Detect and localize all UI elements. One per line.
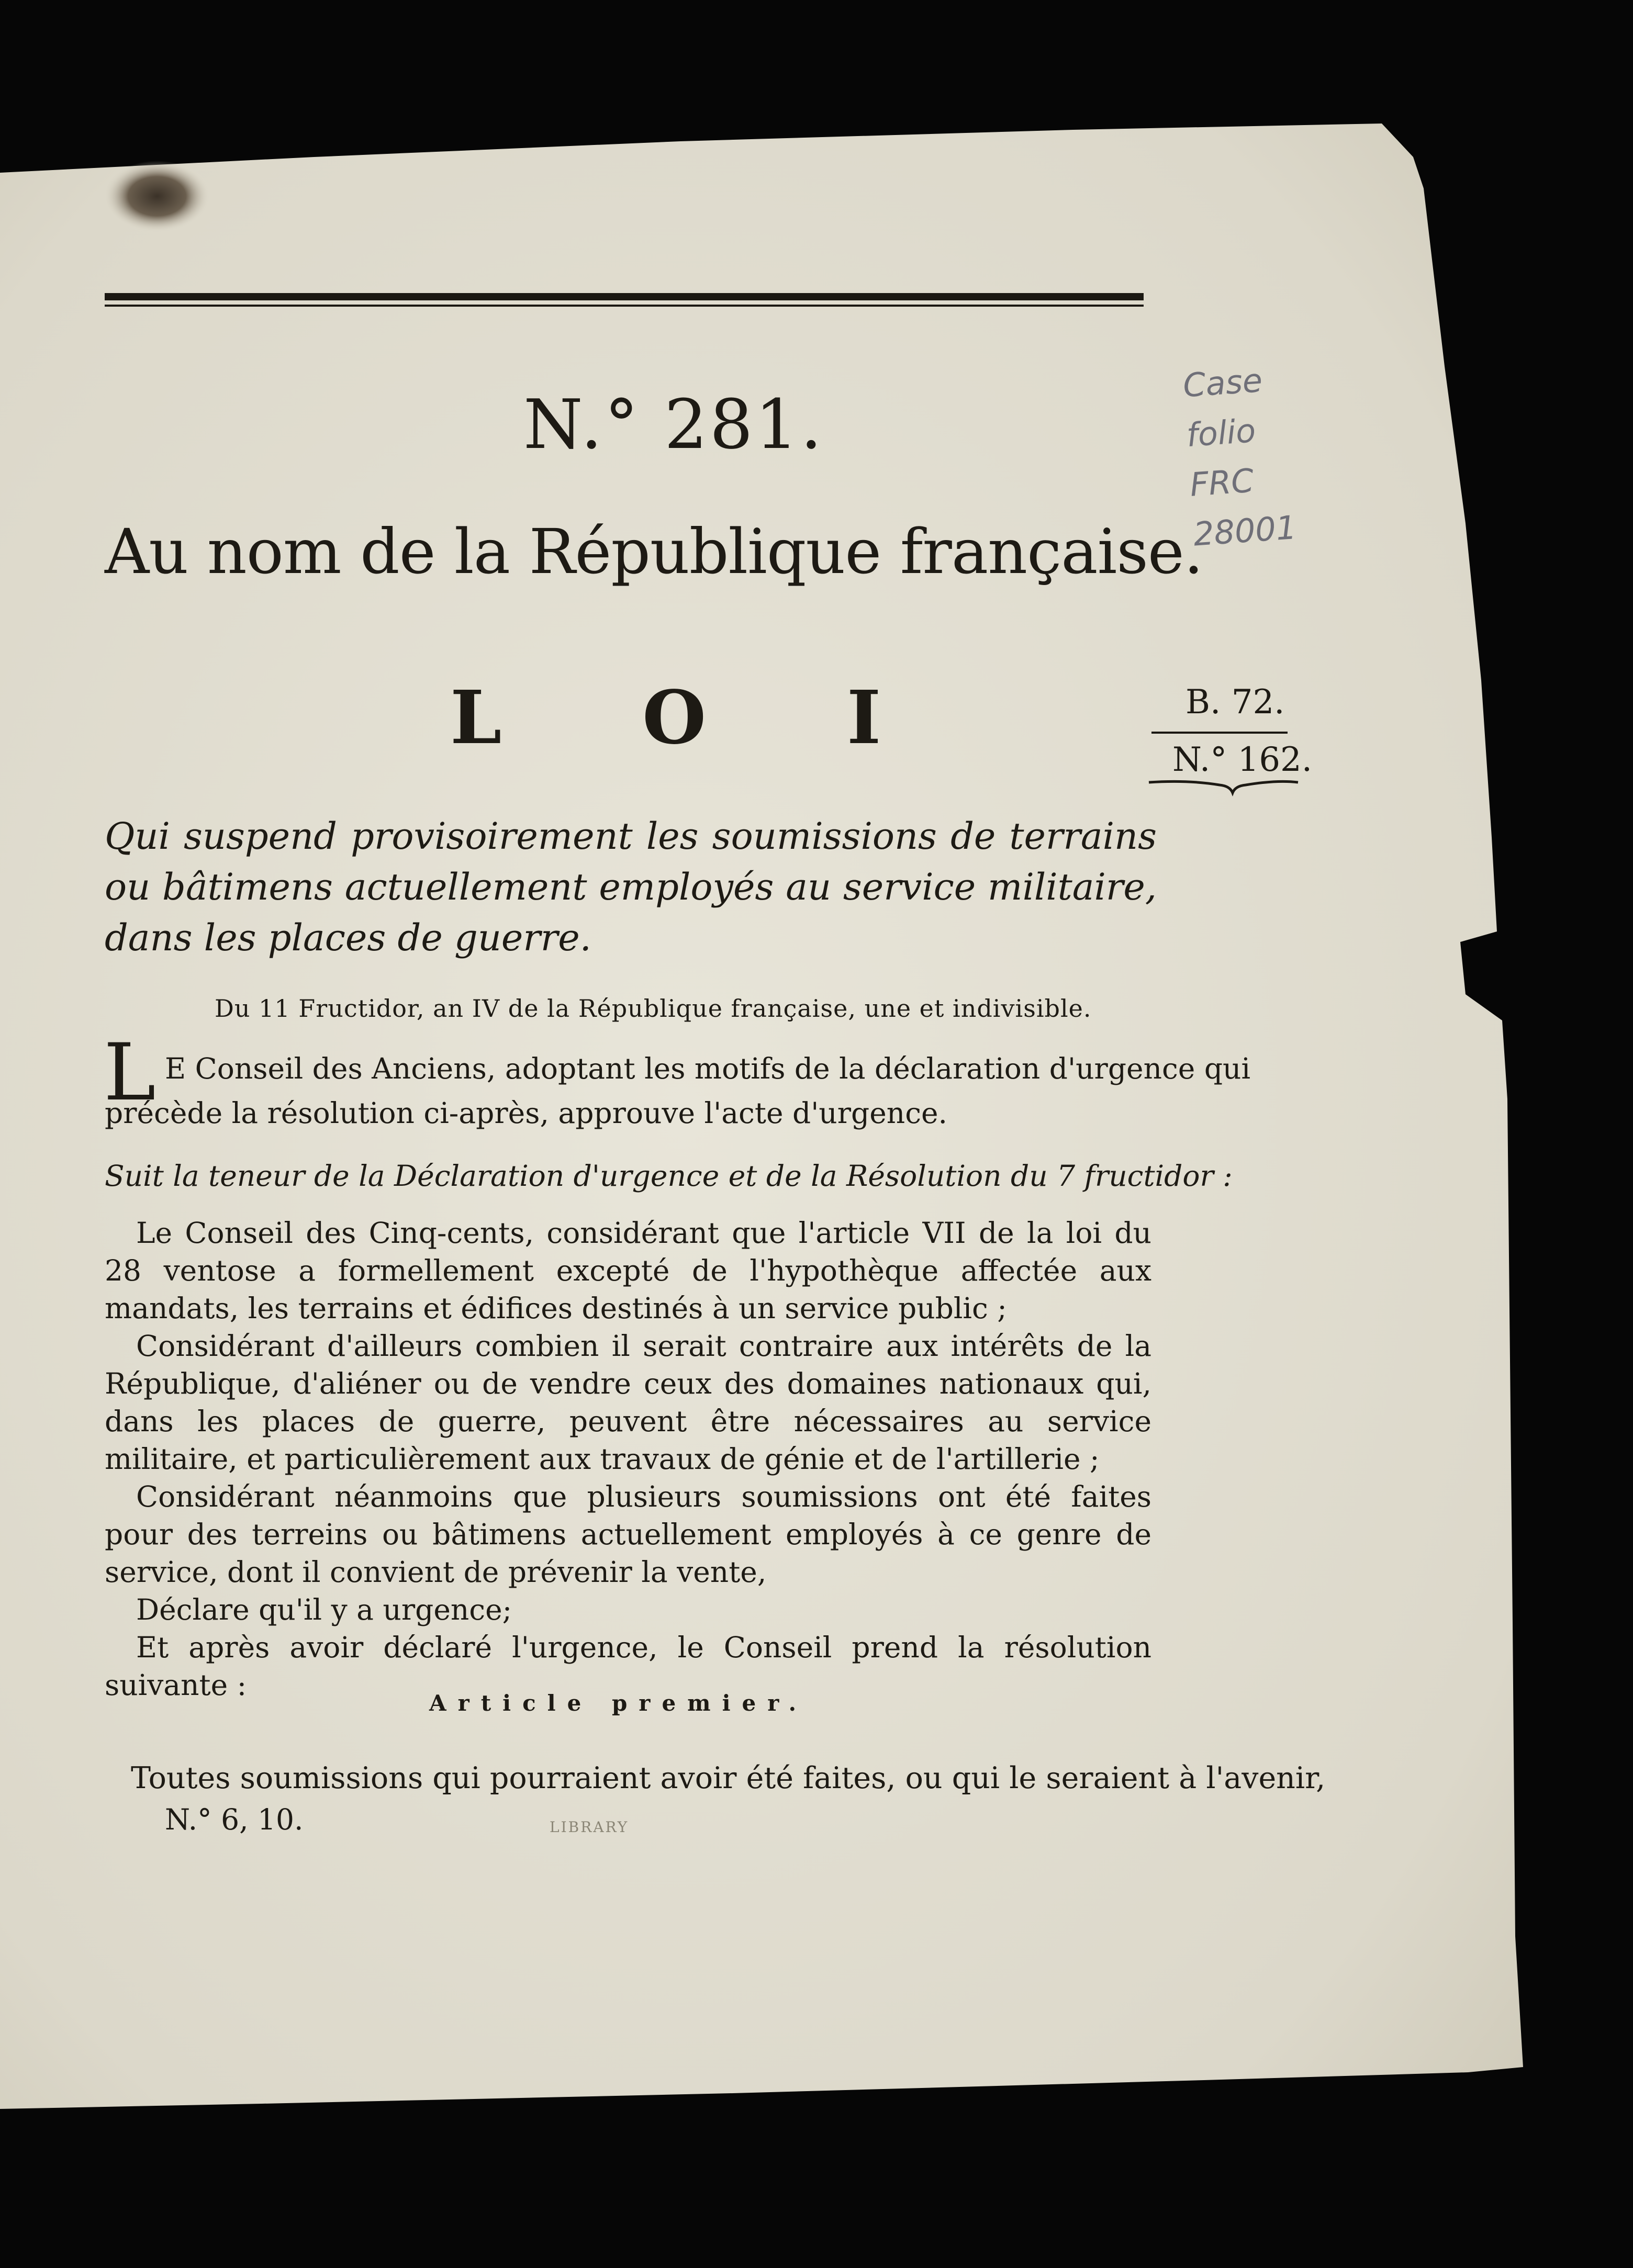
handwritten-line: FRC (1189, 461, 1255, 504)
bulletin-ref: B. 72. (1185, 683, 1285, 722)
signature-mark: N.° 6, 10. (165, 1803, 304, 1836)
paragraph: Et après avoir déclaré l'urgence, le Conseil prend la résolution suivante : (105, 1631, 1151, 1702)
margin-number-ref: N.° 162. (1172, 740, 1313, 779)
top-rule (105, 293, 1144, 300)
intro-line-2: précède la résolution ci-après, approuve l'acte d'urgence. (105, 1096, 948, 1130)
suit-heading: Suit la teneur de la Déclaration d'urgence et de la Résolution du 7 fructidor : (105, 1159, 1233, 1193)
paragraph: Considérant néanmoins que plusieurs soumissions ont été faites pour des terreins ou bâtimens actuellement employés à ce genre de service, dont il convient de prévenir la vente, (105, 1480, 1151, 1589)
handwritten-line: folio (1185, 411, 1257, 455)
body-text (105, 1214, 1151, 1704)
document-number: N.° 281. (523, 385, 824, 464)
drop-cap: L (104, 1027, 156, 1118)
date-line: Du 11 Fructidor, an IV de la République française, une et indivisible. (215, 994, 1092, 1023)
article-heading: Article premier. (429, 1690, 808, 1716)
handwritten-line: Case (1181, 361, 1264, 405)
handwritten-line: 28001 (1192, 508, 1298, 554)
handwritten-notes (1181, 351, 1331, 559)
heading: Au nom de la République française. (105, 515, 1203, 588)
intro-line-1: E Conseil des Anciens, adoptant les motifs de la déclaration d'urgence qui (165, 1052, 1251, 1085)
paragraph: Déclare qu'il y a urgence; (136, 1593, 512, 1626)
paragraph: Le Conseil des Cinq-cents, considérant que l'article VII de la loi du 28 ventose a formellement excepté de l'hypothèque affectée aux mandats, les terrains et édifices destinés à un service public ; (105, 1216, 1151, 1325)
paragraph: Considérant d'ailleurs combien il serait contraire aux intérêts de la République, d'aliéner ou de vendre ceux des domaines nationaux qui, dans les places de guerre, peuvent être nécessaires au service militaire, et particulièrement aux travaux de génie et de l'artillerie ; (105, 1329, 1151, 1476)
subtitle: Qui suspend provisoirement les soumissions de terrains ou bâtimens actuellement employés au service militaire, dans les places de guerre. (105, 815, 1157, 959)
title: L O I (450, 675, 939, 761)
stain (105, 161, 209, 232)
library-stamp: LIBRARY (550, 1818, 629, 1836)
top-rule-thin (105, 305, 1144, 307)
margin-ref-rule (1151, 732, 1288, 734)
article-text: Toutes soumissions qui pourraient avoir été faites, ou qui le seraient à l'avenir, (131, 1761, 1326, 1795)
